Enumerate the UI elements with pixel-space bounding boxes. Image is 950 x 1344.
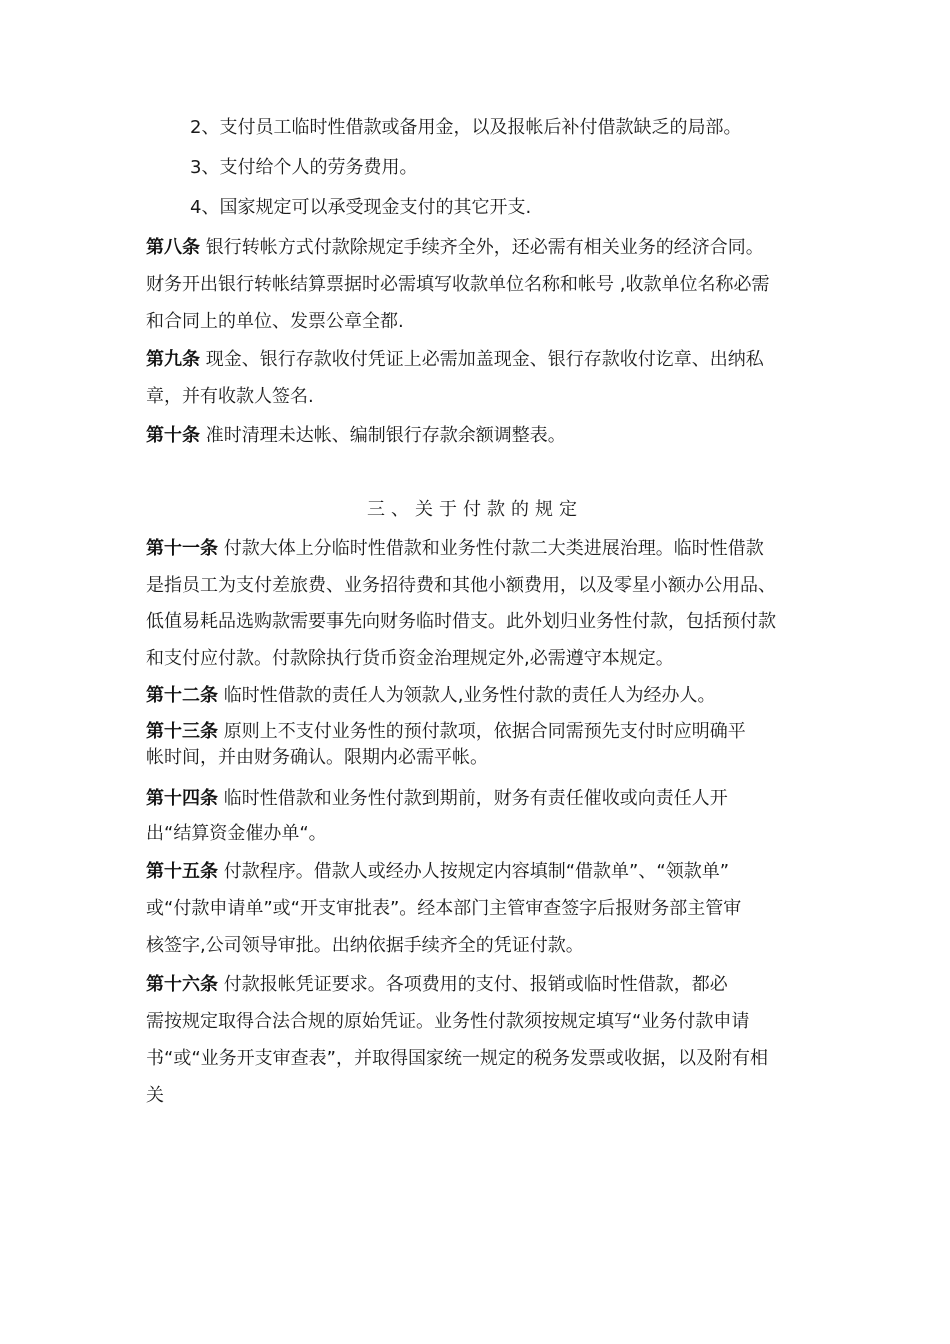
article-14-line-2: 出“结算资金催办单“。 [146, 823, 327, 844]
list-item-4: 4、国家规定可以承受现金支付的其它开支. [190, 197, 532, 218]
article-16-line-3: 书“或“业务开支审查表”，并取得国家统一规定的税务发票或收据，以及附有相 [146, 1048, 768, 1069]
article-15-line-1 [146, 860, 816, 884]
article-11-line-3: 低值易耗品选购款需要事先向财务临时借支。此外划归业务性付款，包括预付款 [146, 611, 776, 632]
article-14-line-1 [146, 787, 816, 811]
article-13-text: 原则上不支付业务性的预付款项，依据合同需预先支付时应明确平 [218, 721, 746, 742]
article-12-line-1 [146, 684, 816, 708]
article-11-line-4: 和支付应付款。付款除执行货币资金治理规定外,必需遵守本规定。 [146, 648, 674, 669]
article-14-label: 第十四条 [146, 788, 218, 809]
article-13-line-2: 帐时间，并由财务确认。限期内必需平帐。 [146, 747, 488, 768]
article-10-line-1 [146, 424, 816, 448]
article-15-line-3: 核签字,公司领导审批。出纳依据手续齐全的凭证付款。 [146, 935, 584, 956]
article-14-text: 临时性借款和业务性付款到期前，财务有责任催收或向责任人开 [218, 788, 728, 809]
article-15-line-2: 或“付款申请单”或“开支审批表”。经本部门主管审查签字后报财务部主管审 [146, 898, 742, 919]
article-11-text: 付款大体上分临时性借款和业务性付款二大类进展治理。临时性借款 [218, 538, 764, 559]
article-16-label: 第十六条 [146, 974, 218, 995]
article-11-label: 第十一条 [146, 538, 218, 559]
article-11-line-1 [146, 537, 816, 561]
article-8-line-2: 财务开出银行转帐结算票据时必需填写收款单位名称和帐号 ,收款单位名称必需 [146, 274, 770, 295]
article-13-line-1 [146, 720, 816, 744]
list-item-3: 3、支付给个人的劳务费用。 [190, 157, 418, 178]
article-12-text: 临时性借款的责任人为领款人,业务性付款的责任人为经办人。 [218, 685, 716, 706]
article-8-text: 银行转帐方式付款除规定手续齐全外，还必需有相关业务的经济合同。 [200, 237, 764, 258]
article-15-text: 付款程序。借款人或经办人按规定内容填制“借款单”、“领款单” [218, 861, 730, 882]
article-8-label: 第八条 [146, 237, 200, 258]
article-9-label: 第九条 [146, 349, 200, 370]
article-16-line-2: 需按规定取得合法合规的原始凭证。业务性付款须按规定填写“业务付款申请 [146, 1011, 750, 1032]
article-8-line-3: 和合同上的单位、发票公章全都. [146, 311, 404, 332]
article-11-line-2: 是指员工为支付差旅费、业务招待费和其他小额费用，以及零星小额办公用品、 [146, 575, 776, 596]
article-9-line-1 [146, 348, 816, 372]
article-8-line-1 [146, 236, 816, 260]
article-15-label: 第十五条 [146, 861, 218, 882]
article-9-line-2: 章，并有收款人签名. [146, 386, 314, 407]
article-16-line-4: 关 [146, 1085, 164, 1106]
section-heading: 三、关于付款的规定 [367, 499, 583, 520]
article-10-label: 第十条 [146, 425, 200, 446]
article-16-line-1 [146, 973, 816, 997]
article-10-text: 准时清理未达帐、编制银行存款余额调整表。 [200, 425, 566, 446]
article-9-text: 现金、银行存款收付凭证上必需加盖现金、银行存款收付讫章、出纳私 [200, 349, 764, 370]
article-16-text: 付款报帐凭证要求。各项费用的支付、报销或临时性借款，都必 [218, 974, 728, 995]
list-item-2: 2、支付员工临时性借款或备用金，以及报帐后补付借款缺乏的局部。 [190, 117, 742, 138]
article-13-label: 第十三条 [146, 721, 218, 742]
article-12-label: 第十二条 [146, 685, 218, 706]
